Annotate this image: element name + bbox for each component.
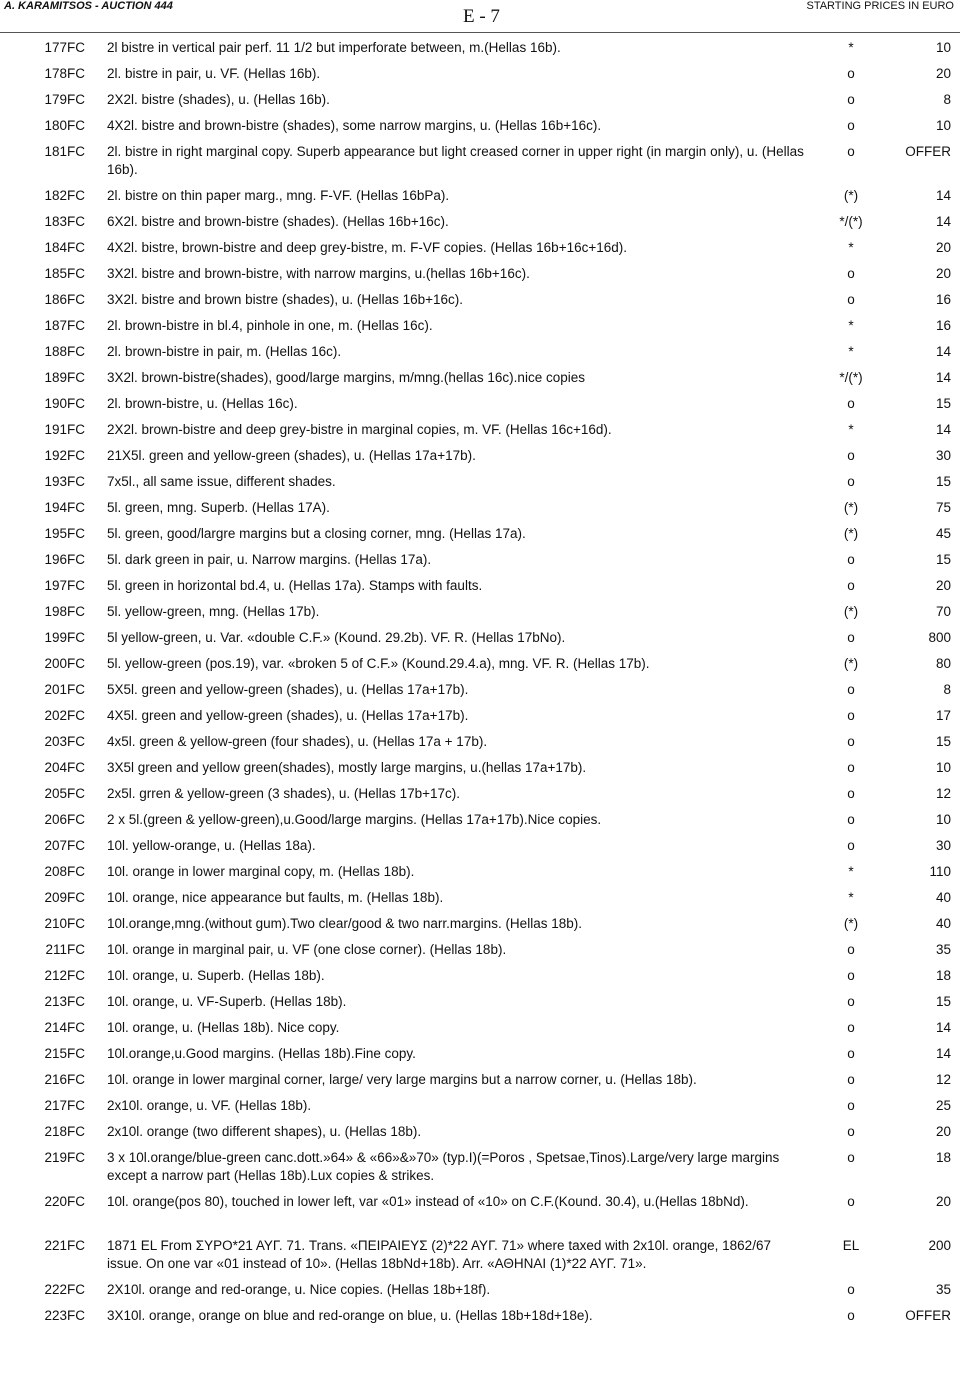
lot-condition: o xyxy=(847,552,855,567)
lot-condition: (*) xyxy=(843,526,859,541)
lot-number: 179 xyxy=(44,92,67,107)
lot-price: 12 xyxy=(935,786,951,801)
lot-price: 75 xyxy=(935,500,951,515)
lot-condition: o xyxy=(847,1046,855,1061)
lot-price: 14 xyxy=(935,370,951,385)
lot-description: 3X2l. bistre and brown-bistre, with narrow margins, u.(hellas 16b+16c). xyxy=(107,266,530,281)
lot-condition: * xyxy=(848,318,854,333)
lot-condition: o xyxy=(847,786,855,801)
lot-description: 5l. dark green in pair, u. Narrow margins. (Hellas 17a). xyxy=(107,552,432,567)
lot-condition: o xyxy=(847,1072,855,1087)
lot-condition: o xyxy=(847,1020,855,1035)
lot-condition: o xyxy=(847,118,855,133)
lot-description: 5l yellow-green, u. Var. «double C.F.» (Kound. 29.2b). VF. R. (Hellas 17bNo). xyxy=(107,630,566,645)
lot-price: 14 xyxy=(935,1046,951,1061)
lot-condition: o xyxy=(847,760,855,775)
lot-description: 3X2l. bistre and brown bistre (shades), u. (Hellas 16b+16c). xyxy=(107,292,464,307)
lot-row xyxy=(0,112,960,138)
lot-condition: o xyxy=(847,708,855,723)
lot-category: FC xyxy=(67,682,85,697)
lot-category: FC xyxy=(67,240,85,255)
lot-description: 3X5l green and yellow green(shades), mostly large margins, u.(hellas 17a+17b). xyxy=(107,760,587,775)
lot-condition: o xyxy=(847,474,855,489)
lot-price: 10 xyxy=(935,40,951,55)
lot-condition: (*) xyxy=(843,604,859,619)
lot-row xyxy=(0,728,960,754)
lot-number: 188 xyxy=(44,344,67,359)
lot-condition: o xyxy=(847,682,855,697)
lot-description: 2l. bistre in right marginal copy. Superb appearance but light creased corner in upper right (in margin only), u. (Hellas 16b). xyxy=(107,144,804,177)
lot-number: 180 xyxy=(44,118,67,133)
lot-category: FC xyxy=(67,630,85,645)
lot-number: 191 xyxy=(44,422,67,437)
lot-category: FC xyxy=(67,760,85,775)
lot-price: 15 xyxy=(935,994,951,1009)
lot-category: FC xyxy=(67,66,85,81)
lot-category: FC xyxy=(67,344,85,359)
lot-price: 16 xyxy=(935,318,951,333)
lot-description: 2X2l. bistre (shades), u. (Hellas 16b). xyxy=(107,92,330,107)
lot-price: 10 xyxy=(935,812,951,827)
lot-condition: * xyxy=(848,422,854,437)
lot-number: 178 xyxy=(44,66,67,81)
lot-row xyxy=(0,468,960,494)
lot-category: FC xyxy=(67,318,85,333)
lot-row xyxy=(0,182,960,208)
lot-price: 20 xyxy=(935,66,951,81)
lot-row xyxy=(0,86,960,112)
lot-condition: o xyxy=(847,266,855,281)
lot-description: 2x10l. orange (two different shapes), u. (Hellas 18b). xyxy=(107,1124,422,1139)
lot-category: FC xyxy=(67,734,85,749)
lot-description: 2 x 5l.(green & yellow-green),u.Good/large margins. (Hellas 17a+17b).Nice copies. xyxy=(107,812,602,827)
lot-description: 10l. orange, u. Superb. (Hellas 18b). xyxy=(107,968,325,983)
lot-price: 20 xyxy=(935,240,951,255)
lot-category: FC xyxy=(67,838,85,853)
lot-row xyxy=(0,234,960,260)
lot-category: FC xyxy=(67,92,85,107)
lot-price: 20 xyxy=(935,1124,951,1139)
lot-row xyxy=(0,1014,960,1040)
header-rule xyxy=(0,32,960,33)
lot-condition: * xyxy=(848,890,854,905)
lot-condition: o xyxy=(847,448,855,463)
lot-number: 202 xyxy=(44,708,67,723)
lot-description: 5l. green in horizontal bd.4, u. (Hellas 17a). Stamps with faults. xyxy=(107,578,483,593)
lot-number: 192 xyxy=(44,448,67,463)
lot-number: 206 xyxy=(44,812,67,827)
lot-row xyxy=(0,312,960,338)
lot-number: 208 xyxy=(44,864,67,879)
lot-number: 182 xyxy=(44,188,67,203)
lot-number: 185 xyxy=(44,266,67,281)
lot-number: 219 xyxy=(44,1150,67,1165)
page-number: E - 7 xyxy=(463,6,500,27)
lot-description: 10l. orange, nice appearance but faults, m. (Hellas 18b). xyxy=(107,890,444,905)
lot-price: 70 xyxy=(935,604,951,619)
lot-category: FC xyxy=(67,118,85,133)
lot-category: FC xyxy=(67,526,85,541)
lot-condition: o xyxy=(847,1150,855,1165)
lot-condition: o xyxy=(847,578,855,593)
lot-number: 214 xyxy=(44,1020,67,1035)
lot-category: FC xyxy=(67,474,85,489)
lot-price: 15 xyxy=(935,474,951,489)
lot-category: FC xyxy=(67,994,85,1009)
lot-condition: o xyxy=(847,92,855,107)
lot-row xyxy=(0,520,960,546)
lot-condition: o xyxy=(847,994,855,1009)
lot-price: 12 xyxy=(935,1072,951,1087)
lot-row xyxy=(0,702,960,728)
lot-category: FC xyxy=(67,552,85,567)
lot-price: OFFER xyxy=(905,1308,951,1323)
lot-category: FC xyxy=(67,422,85,437)
lot-category: FC xyxy=(67,40,85,55)
lot-row xyxy=(0,364,960,390)
lot-row xyxy=(0,546,960,572)
lot-condition: o xyxy=(847,630,855,645)
lot-price: 8 xyxy=(943,92,951,107)
lot-category: FC xyxy=(67,942,85,957)
lot-description: 5l. green, mng. Superb. (Hellas 17A). xyxy=(107,500,330,515)
lot-row xyxy=(0,390,960,416)
lot-description: 10l. orange in lower marginal copy, m. (Hellas 18b). xyxy=(107,864,415,879)
lot-row xyxy=(0,1302,960,1328)
lot-number: 223 xyxy=(44,1308,67,1323)
lot-condition: o xyxy=(847,1282,855,1297)
lot-category: FC xyxy=(67,1282,85,1297)
lot-price: 18 xyxy=(935,1150,951,1165)
lot-number: 209 xyxy=(44,890,67,905)
lot-category: FC xyxy=(67,1046,85,1061)
lot-number: 193 xyxy=(44,474,67,489)
lot-category: FC xyxy=(67,1020,85,1035)
lot-price: 14 xyxy=(935,214,951,229)
lot-number: 195 xyxy=(44,526,67,541)
lot-category: FC xyxy=(67,1072,85,1087)
lot-condition: o xyxy=(847,1308,855,1323)
lot-price: 18 xyxy=(935,968,951,983)
lot-category: FC xyxy=(67,144,85,159)
lot-category: FC xyxy=(67,1238,85,1253)
lot-condition: (*) xyxy=(843,500,859,515)
lot-price: 20 xyxy=(935,578,951,593)
lot-description: 2X10l. orange and red-orange, u. Nice copies. (Hellas 18b+18f). xyxy=(107,1282,491,1297)
lot-price: 8 xyxy=(943,682,951,697)
lot-description: 2l. bistre in pair, u. VF. (Hellas 16b). xyxy=(107,66,321,81)
lot-condition: o xyxy=(847,66,855,81)
lot-category: FC xyxy=(67,578,85,593)
lot-row xyxy=(0,806,960,832)
lot-row xyxy=(0,60,960,86)
lot-condition: */(*) xyxy=(839,214,863,229)
lot-condition: * xyxy=(848,864,854,879)
lot-row xyxy=(0,260,960,286)
lot-price: 80 xyxy=(935,656,951,671)
lot-description: 21X5l. green and yellow-green (shades), u. (Hellas 17a+17b). xyxy=(107,448,476,463)
lot-number: 203 xyxy=(44,734,67,749)
lot-price: 45 xyxy=(935,526,951,541)
lot-category: FC xyxy=(67,188,85,203)
lot-number: 183 xyxy=(44,214,67,229)
lot-number: 200 xyxy=(44,656,67,671)
lot-price: 110 xyxy=(929,864,951,879)
lot-row xyxy=(0,572,960,598)
lot-row xyxy=(0,936,960,962)
lot-number: 210 xyxy=(44,916,67,931)
lot-price: 30 xyxy=(935,448,951,463)
lot-description: 7x5l., all same issue, different shades. xyxy=(107,474,336,489)
lot-description: 2l. brown-bistre in pair, m. (Hellas 16c). xyxy=(107,344,342,359)
lot-number: 194 xyxy=(44,500,67,515)
lot-category: FC xyxy=(67,370,85,385)
lot-row xyxy=(0,1188,960,1232)
lot-number: 221 xyxy=(44,1238,67,1253)
lot-row xyxy=(0,962,960,988)
lot-row xyxy=(0,754,960,780)
lot-price: 20 xyxy=(935,1194,951,1209)
lot-category: FC xyxy=(67,1150,85,1165)
lot-row xyxy=(0,442,960,468)
lot-description: 5X5l. green and yellow-green (shades), u. (Hellas 17a+17b). xyxy=(107,682,469,697)
lot-row xyxy=(0,884,960,910)
lot-row xyxy=(0,494,960,520)
lot-number: 204 xyxy=(44,760,67,775)
lot-description: 2X2l. brown-bistre and deep grey-bistre in marginal copies, m. VF. (Hellas 16c+16d). xyxy=(107,422,612,437)
lot-number: 215 xyxy=(44,1046,67,1061)
lot-category: FC xyxy=(67,214,85,229)
auction-title: A. KARAMITSOS - AUCTION 444 xyxy=(4,0,173,12)
lot-condition: o xyxy=(847,396,855,411)
lot-description: 10l. orange, u. (Hellas 18b). Nice copy. xyxy=(107,1020,340,1035)
lot-row xyxy=(0,832,960,858)
lot-category: FC xyxy=(67,1308,85,1323)
lot-price: 40 xyxy=(935,890,951,905)
lot-category: FC xyxy=(67,708,85,723)
lot-price: 15 xyxy=(935,552,951,567)
lot-row xyxy=(0,858,960,884)
lot-row xyxy=(0,780,960,806)
lot-category: FC xyxy=(67,786,85,801)
lot-condition: o xyxy=(847,1098,855,1113)
lot-row xyxy=(0,34,960,60)
lot-category: FC xyxy=(67,916,85,931)
lot-category: FC xyxy=(67,656,85,671)
lot-condition: o xyxy=(847,292,855,307)
lot-category: FC xyxy=(67,292,85,307)
lot-row xyxy=(0,988,960,1014)
lot-condition: o xyxy=(847,968,855,983)
lot-condition: o xyxy=(847,1194,855,1209)
lot-category: FC xyxy=(67,812,85,827)
lot-number: 199 xyxy=(44,630,67,645)
lot-number: 187 xyxy=(44,318,67,333)
lot-row xyxy=(0,910,960,936)
lot-condition: o xyxy=(847,942,855,957)
lot-number: 201 xyxy=(44,682,67,697)
lot-row xyxy=(0,1232,960,1276)
lot-condition: o xyxy=(847,144,855,159)
lot-category: FC xyxy=(67,604,85,619)
lot-description: 2x10l. orange, u. VF. (Hellas 18b). xyxy=(107,1098,312,1113)
lot-description: 5l. yellow-green (pos.19), var. «broken 5 of C.F.» (Kound.29.4.a), mng. VF. R. (Hellas 17b). xyxy=(107,656,650,671)
lot-price: 20 xyxy=(935,266,951,281)
lot-description: 2l. bistre on thin paper marg., mng. F-VF. (Hellas 16bPa). xyxy=(107,188,450,203)
lot-category: FC xyxy=(67,448,85,463)
lot-category: FC xyxy=(67,1098,85,1113)
lot-category: FC xyxy=(67,396,85,411)
lot-number: 186 xyxy=(44,292,67,307)
lot-number: 216 xyxy=(44,1072,67,1087)
lot-condition: o xyxy=(847,838,855,853)
lot-condition: (*) xyxy=(843,656,859,671)
lot-number: 197 xyxy=(44,578,67,593)
lot-price: 10 xyxy=(935,118,951,133)
lot-category: FC xyxy=(67,864,85,879)
lot-number: 218 xyxy=(44,1124,67,1139)
lot-price: 15 xyxy=(935,396,951,411)
lot-row xyxy=(0,1092,960,1118)
lot-row xyxy=(0,208,960,234)
lot-price: 14 xyxy=(935,344,951,359)
lot-description: 3X10l. orange, orange on blue and red-orange on blue, u. (Hellas 18b+18d+18e). xyxy=(107,1308,593,1323)
lot-description: 2x5l. grren & yellow-green (3 shades), u. (Hellas 17b+17c). xyxy=(107,786,461,801)
lot-price: 16 xyxy=(935,292,951,307)
lot-number: 198 xyxy=(44,604,67,619)
lot-description: 3X2l. brown-bistre(shades), good/large margins, m/mng.(hellas 16c).nice copies xyxy=(107,370,585,385)
lot-number: 196 xyxy=(44,552,67,567)
lot-price: 10 xyxy=(935,760,951,775)
lot-category: FC xyxy=(67,968,85,983)
lot-row xyxy=(0,138,960,182)
lot-price: 800 xyxy=(928,630,951,645)
lot-price: 25 xyxy=(935,1098,951,1113)
lot-description: 4X2l. bistre and brown-bistre (shades), some narrow margins, u. (Hellas 16b+16c). xyxy=(107,118,602,133)
lot-row xyxy=(0,1144,960,1188)
lot-number: 211 xyxy=(45,942,67,957)
lot-row xyxy=(0,338,960,364)
lot-condition: EL xyxy=(842,1238,860,1253)
lot-row xyxy=(0,1118,960,1144)
lot-row xyxy=(0,598,960,624)
lot-row xyxy=(0,676,960,702)
lots-table xyxy=(0,34,960,1328)
lot-condition: * xyxy=(848,40,854,55)
lot-description: 10l. yellow-orange, u. (Hellas 18a). xyxy=(107,838,316,853)
lot-row xyxy=(0,1066,960,1092)
lot-price: 15 xyxy=(935,734,951,749)
lot-number: 184 xyxy=(44,240,67,255)
lot-category: FC xyxy=(67,266,85,281)
lot-price: 14 xyxy=(935,422,951,437)
lot-number: 220 xyxy=(44,1194,67,1209)
lot-row xyxy=(0,650,960,676)
lot-number: 177 xyxy=(44,40,67,55)
lot-description: 10l. orange in marginal pair, u. VF (one close corner). (Hellas 18b). xyxy=(107,942,507,957)
lot-row xyxy=(0,1040,960,1066)
page-header xyxy=(0,0,960,32)
lot-price: 14 xyxy=(935,188,951,203)
lot-category: FC xyxy=(67,1194,85,1209)
lot-description: 6X2l. bistre and brown-bistre (shades). (Hellas 16b+16c). xyxy=(107,214,449,229)
lot-description: 5l. green, good/largre margins but a closing corner, mng. (Hellas 17a). xyxy=(107,526,526,541)
lot-description: 2l bistre in vertical pair perf. 11 1/2 but imperforate between, m.(Hellas 16b). xyxy=(107,40,561,55)
lot-row xyxy=(0,286,960,312)
lot-description: 2l. brown-bistre in bl.4, pinhole in one, m. (Hellas 16c). xyxy=(107,318,433,333)
lot-number: 189 xyxy=(44,370,67,385)
lot-description: 10l. orange, u. VF-Superb. (Hellas 18b). xyxy=(107,994,347,1009)
lot-price: 200 xyxy=(928,1238,951,1253)
lot-price: 17 xyxy=(935,708,951,723)
lot-description: 4X2l. bistre, brown-bistre and deep grey-bistre, m. F-VF copies. (Hellas 16b+16c+16d). xyxy=(107,240,627,255)
lot-price: 14 xyxy=(935,1020,951,1035)
lot-condition: * xyxy=(848,344,854,359)
lot-description: 10l. orange(pos 80), touched in lower left, var «01» instead of «10» on C.F.(Kound. 30.4), u.(Hellas 18bNd). xyxy=(107,1194,749,1209)
lot-description: 10l.orange,u.Good margins. (Hellas 18b).Fine copy. xyxy=(107,1046,416,1061)
lot-row xyxy=(0,1276,960,1302)
lot-condition: o xyxy=(847,734,855,749)
lot-description: 10l. orange in lower marginal corner, large/ very large margins but a narrow corner, u. (Hellas 18b). xyxy=(107,1072,697,1087)
lot-price: 40 xyxy=(935,916,951,931)
lot-condition: o xyxy=(847,812,855,827)
lot-description: 2l. brown-bistre, u. (Hellas 16c). xyxy=(107,396,298,411)
lot-description: 4X5l. green and yellow-green (shades), u. (Hellas 17a+17b). xyxy=(107,708,469,723)
lot-description: 5l. yellow-green, mng. (Hellas 17b). xyxy=(107,604,320,619)
lot-condition: (*) xyxy=(843,188,859,203)
lot-row xyxy=(0,624,960,650)
lot-price: 30 xyxy=(935,838,951,853)
lot-condition: o xyxy=(847,1124,855,1139)
lot-number: 213 xyxy=(44,994,67,1009)
lot-condition: (*) xyxy=(843,916,859,931)
lot-price: OFFER xyxy=(905,144,951,159)
lot-condition: * xyxy=(848,240,854,255)
lot-condition: */(*) xyxy=(839,370,863,385)
lot-category: FC xyxy=(67,500,85,515)
lots-body xyxy=(0,34,960,1328)
lot-category: FC xyxy=(67,890,85,905)
lot-description: 4x5l. green & yellow-green (four shades), u. (Hellas 17a + 17b). xyxy=(107,734,488,749)
lot-price: 35 xyxy=(935,942,951,957)
lot-number: 207 xyxy=(44,838,67,853)
lot-number: 190 xyxy=(44,396,67,411)
lot-description: 10l.orange,mng.(without gum).Two clear/good & two narr.margins. (Hellas 18b). xyxy=(107,916,582,931)
lot-description: 1871 EL From ΣΥΡΟ*21 ΑΥΓ. 71. Trans. «ΠΕΙΡΑΙΕΥΣ (2)*22 ΑΥΓ. 71» where taxed with 2x10l. orange, 1862/67 issue. On one var «01 instead of 10». (Hellas 18bNd+18b). Arr. «ΑΘΗΝΑΙ (1)*22 ΑΥΓ. 71». xyxy=(107,1238,771,1271)
lot-number: 205 xyxy=(44,786,67,801)
lot-number: 181 xyxy=(44,144,67,159)
lot-category: FC xyxy=(67,1124,85,1139)
lot-number: 212 xyxy=(44,968,67,983)
lot-number: 222 xyxy=(44,1282,67,1297)
lot-number: 217 xyxy=(44,1098,67,1113)
lot-description: 3 x 10l.orange/blue-green canc.dott.»64» & «66»&»70» (typ.I)(=Poros , Spetsae,Tinos).Large/very large margins except a narrow part (Hellas 18b).Lux copies & strikes. xyxy=(107,1150,780,1183)
lot-price: 35 xyxy=(935,1282,951,1297)
price-note: STARTING PRICES IN EURO xyxy=(806,0,954,12)
lot-row xyxy=(0,416,960,442)
